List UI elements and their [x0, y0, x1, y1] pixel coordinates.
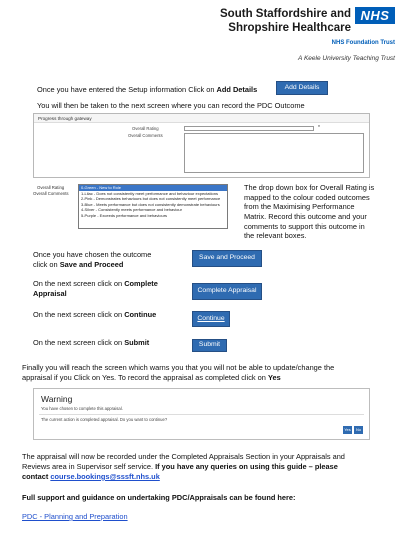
save-and-proceed-button[interactable]: Save and Proceed	[192, 250, 262, 267]
screenshot-section-title: Progress through gateway	[34, 114, 369, 123]
warning-body: The current action is completed appraisal. Do you want to continue?	[41, 417, 168, 422]
warning-subtitle: You have chosen to complete this appraisal.	[41, 406, 123, 411]
step-submit-text: On the next screen click on Submit	[33, 338, 150, 347]
overall-comments-field[interactable]	[184, 133, 364, 173]
step-save-proceed-text: Once you have chosen the outcome click on Save and Proceed	[33, 250, 152, 270]
divider	[39, 414, 364, 415]
tagline: A Keele University Teaching Trust	[298, 55, 395, 62]
rating-options-list[interactable]	[78, 184, 228, 229]
step-add-details-text: Once you have entered the Setup information Click on Add Details	[37, 85, 258, 94]
submit-button[interactable]: Submit	[192, 339, 227, 352]
complete-appraisal-button[interactable]: Complete Appraisal	[192, 283, 262, 300]
add-details-button[interactable]: Add Details	[276, 81, 328, 95]
overall-comments-label: Overall Comments	[128, 133, 163, 138]
overall-rating-label: Overall Rating	[37, 185, 65, 190]
trust-line: NHS Foundation Trust	[331, 40, 395, 46]
warning-title: Warning	[41, 394, 73, 404]
step-continue-text: On the next screen click on Continue	[33, 310, 157, 319]
yes-button[interactable]: Yes	[344, 427, 351, 432]
overall-rating-select[interactable]	[184, 126, 314, 131]
progress-gateway-screenshot	[33, 113, 370, 178]
rating-option[interactable]: 5-Purple - Exceeds performance and behaviours	[81, 212, 168, 218]
rating-dropdown-screenshot	[33, 184, 240, 229]
rating-option[interactable]: 4-Silver - Consistently meets performance and behaviour	[81, 207, 182, 212]
continue-button[interactable]: Continue	[192, 311, 230, 327]
rating-option[interactable]: 3-Blue - Meets performance but does not consistently demonstrate behaviours	[81, 201, 220, 207]
final-warning-instructions: Finally you will reach the screen which warns you that you will not be able to update/change the appraisal if you Click on Yes. To record the appraisal as completed click on Yes	[22, 363, 335, 382]
step-record-outcome-text: You will then be taken to the next screen where you can record the PDC Outcome	[37, 101, 305, 110]
warning-screenshot	[33, 388, 370, 440]
dropdown-explanation: The drop down box for Overall Rating is mapped to the colour coded outcomes from the Maximising Performance Matrix. Record this outcome and your comments to support this outcome in the relevant boxes.	[244, 183, 375, 241]
required-marker: *	[318, 125, 320, 131]
rating-option[interactable]: 0-Green - New to Role	[79, 185, 227, 191]
organisation-name	[91, 8, 351, 35]
recorded-info: The appraisal will now be recorded under the Completed Appraisals Section in your Appraisals and Reviews area in Supervisor self service. If you have any queries on using this guide – please contact course.bookings@sssft.nhs.uk	[22, 452, 345, 481]
org-name-line-1: South Staffordshire and	[220, 8, 351, 20]
rating-option[interactable]: 1-Lilac - Does not consistently meet performance and behaviour expectations	[81, 190, 218, 196]
overall-comments-label: Overall Comments	[33, 191, 69, 196]
contact-email-link[interactable]: course.bookings@sssft.nhs.uk	[50, 471, 160, 481]
pdc-planning-link[interactable]: PDC - Planning and Preparation	[22, 512, 128, 521]
no-button[interactable]: No	[355, 427, 362, 432]
step-complete-appraisal-text: On the next screen click on Complete Appraisal	[33, 279, 158, 299]
overall-rating-label: Overall Rating	[132, 126, 159, 131]
nhs-logo: NHS	[355, 7, 395, 24]
support-text: Full support and guidance on undertaking PDC/Appraisals can be found here:	[22, 493, 296, 502]
rating-option[interactable]: 2-Pink - Demonstrates behaviours but does not consistently meet performance	[81, 196, 221, 201]
org-name-line-2: Shropshire Healthcare	[228, 21, 351, 34]
